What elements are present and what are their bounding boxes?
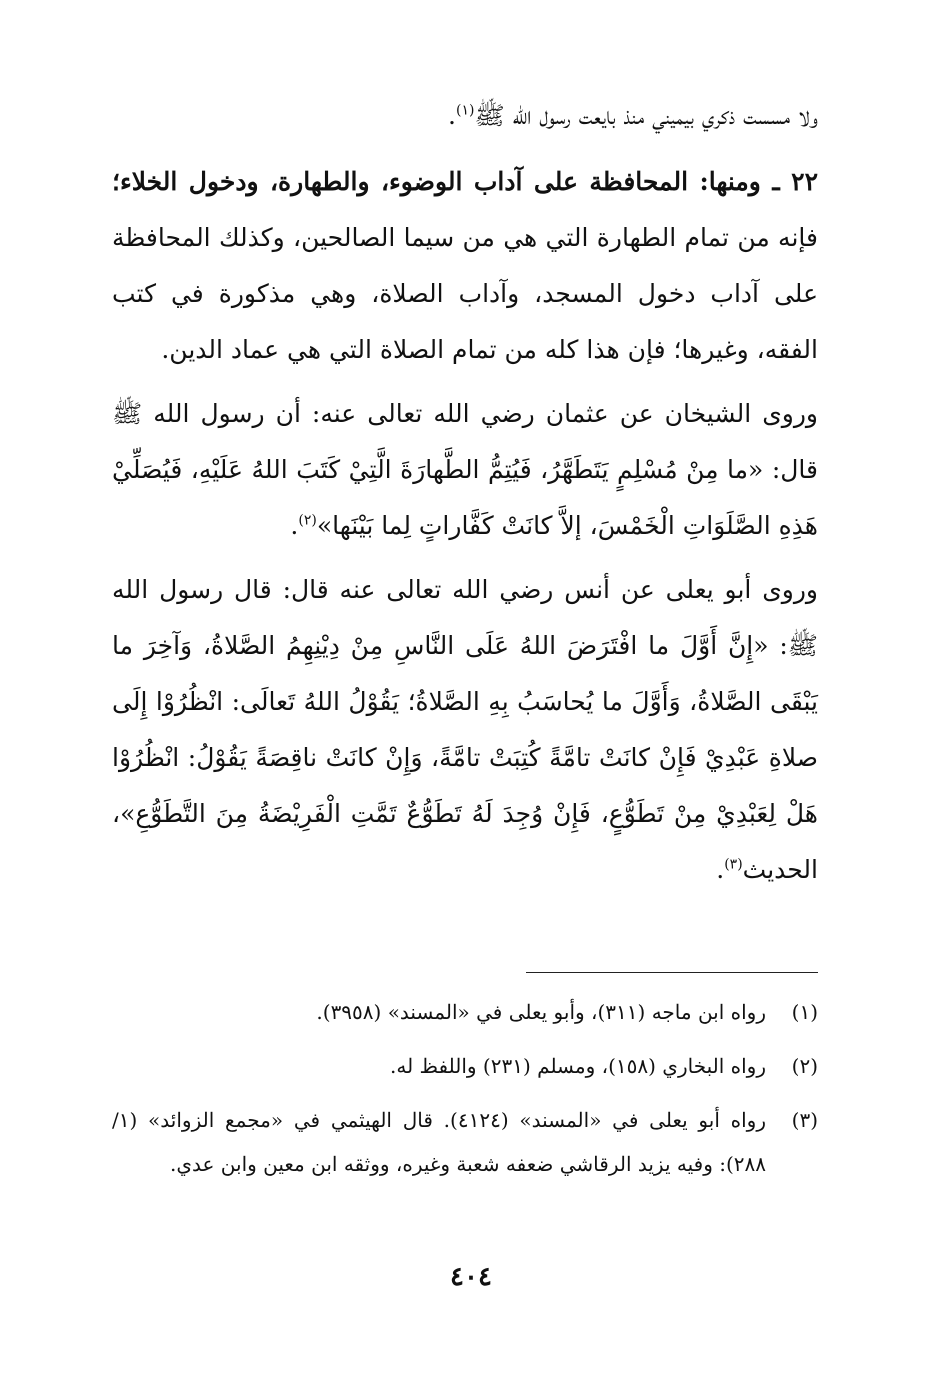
footnote-number: (٢) xyxy=(791,1054,818,1078)
main-text xyxy=(112,88,818,898)
footnote-ref-2: (٢) xyxy=(298,512,317,529)
hadith-anas-text: وروى أبو يعلى عن أنس رضي الله تعالى عنه قال: قال رسول الله ﷺ: «إِنَّ أَوَّلَ ما افْتَرَضَ اللهُ عَلَى النَّاسِ مِنْ دِيْنِهِمُ الصَّلاةُ، وَآخِرَ ما يَبْقَى الصَّلاةُ، وَأَوَّلَ ما يُحاسَبُ بِهِ الصَّلاةُ؛ يَقُوْلُ اللهُ تَعالَى: انْظُرُوْا إِلَى صلاةِ عَبْدِيْ فَإِنْ كانَتْ تامَّةً كُتِبَتْ تامَّةً، وَإِنْ كانَتْ ناقِصَةً يَقُوْلُ: انْظُرُوْا هَلْ لِعَبْدِيْ مِنْ تَطَوُّعٍ، فَإِنْ وُجِدَ لَهُ تَطَوُّعٌ تَمَّتِ الْفَرِيْضَةُ مِنَ التَّطَوُّعِ»، الحديث xyxy=(112,575,818,884)
footnote-ref-1: (١) xyxy=(455,102,475,119)
continuation-text: ولا مسست ذكري بيميني منذ بايعت رسول الله ﷺ xyxy=(474,101,818,130)
footnote-divider xyxy=(526,972,818,973)
footnotes xyxy=(112,990,818,1196)
footnote-item xyxy=(112,1098,818,1186)
paragraph-continuation xyxy=(112,88,818,144)
hadith-uthman-end: . xyxy=(290,511,299,540)
footnote-number: (٣) xyxy=(791,1108,818,1132)
footnote-text: رواه ابن ماجه (٣١١)، وأبو يعلى في «المسند» (٣٩٥٨). xyxy=(316,1000,766,1024)
hadith-uthman-text: وروى الشيخان عن عثمان رضي الله تعالى عنه: أن رسول الله ﷺ قال: «ما مِنْ مُسْلِمٍ يَتَطَهَّرُ، فَيُتِمُّ الطَّهارَةَ الَّتِيْ كَتَبَ اللهُ عَلَيْهِ، فَيُصَلِّيْ هَذِهِ الصَّلَوَاتِ الْخَمْسَ، إلاَّ كانَتْ كَفَّاراتٍ لِما بَيْنَها» xyxy=(112,399,818,540)
footnote-item xyxy=(112,1044,818,1088)
continuation-end: . xyxy=(448,101,456,130)
hadith-anas-end: . xyxy=(716,855,725,884)
footnote-item xyxy=(112,990,818,1034)
section-22-heading: ٢٢ ـ ومنها: المحافظة على آداب الوضوء، والطهارة، ودخول الخلاء؛ xyxy=(112,167,818,196)
section-22-text: فإنه من تمام الطهارة التي هي من سيما الصالحين، وكذلك المحافظة على آداب دخول المسجد، وآداب الصلاة، وهي مذكورة في كتب الفقه، وغيرها؛ فإن هذا كله من تمام الصلاة التي هي عماد الدين. xyxy=(112,223,818,364)
footnote-text: رواه البخاري (١٥٨)، ومسلم (٢٣١) واللفظ له. xyxy=(390,1054,766,1078)
page-number: ٤٠٤ xyxy=(450,1262,492,1292)
paragraph-hadith-uthman xyxy=(112,386,818,554)
paragraph-22 xyxy=(112,154,818,378)
paragraph-hadith-anas xyxy=(112,562,818,898)
footnote-text: رواه أبو يعلى في «المسند» (٤١٢٤). قال الهيثمي في «مجمع الزوائد» (١/ ٢٨٨): وفيه يزيد الرقاشي ضعفه شعبة وغيره، ووثقه ابن معين وابن عدي. xyxy=(112,1108,766,1176)
footnote-number: (١) xyxy=(791,1000,818,1024)
footnote-ref-3: (٣) xyxy=(724,856,743,873)
